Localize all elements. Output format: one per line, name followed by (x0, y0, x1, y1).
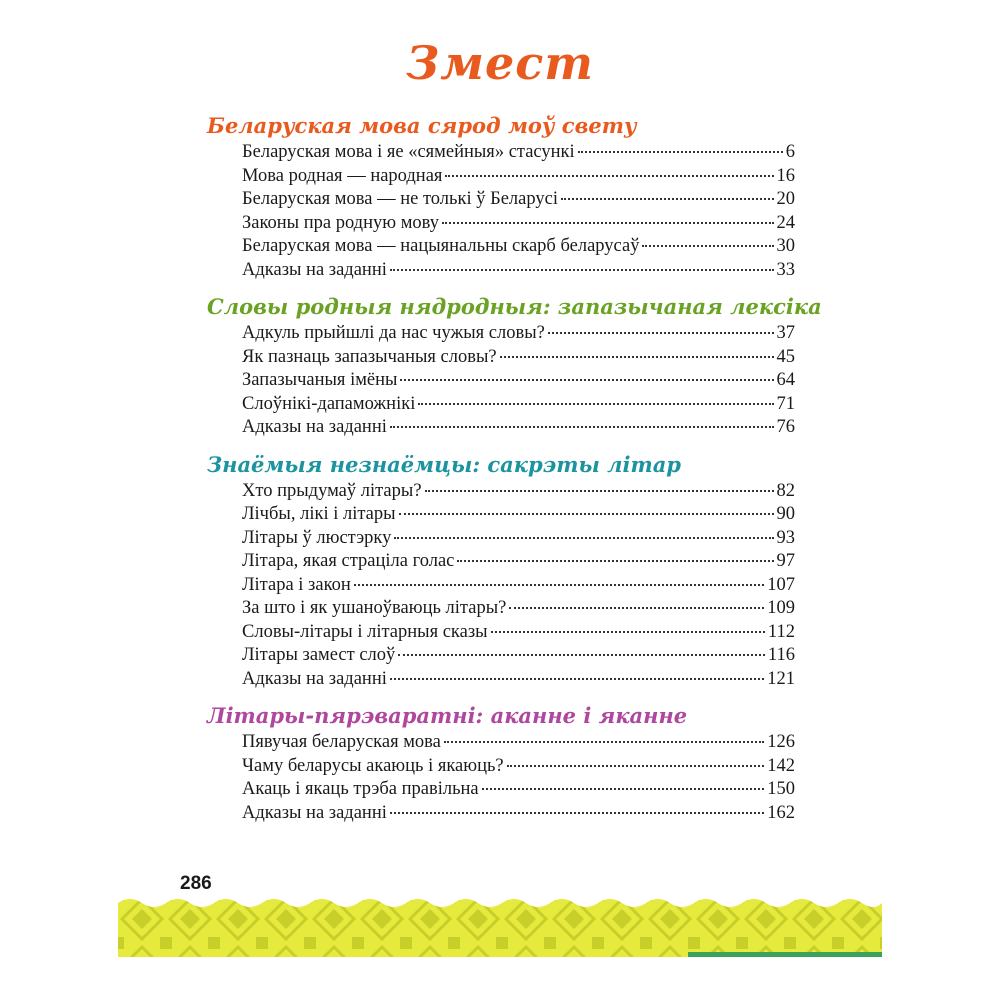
dot-leader (418, 403, 773, 405)
toc-entry-page: 97 (776, 551, 795, 571)
section-entries (207, 732, 795, 826)
section-entries (207, 142, 795, 283)
toc-entry-label: Літары ў люстэрку (242, 527, 392, 548)
toc-entry-label: Мова родная — народная (242, 165, 443, 186)
toc-entry-page: 24 (776, 212, 795, 233)
toc-entry[interactable] (242, 236, 795, 260)
toc-entry-label: Як пазнаць запазычаныя словы? (242, 346, 497, 367)
toc-entry-label: Адказы на заданні (242, 417, 387, 437)
toc-entry-label: За што і як ушаноўваюць літары? (242, 598, 507, 618)
dot-leader (444, 741, 764, 743)
dot-leader (399, 513, 774, 515)
toc-entry-label: Беларуская мова — не толькі ў Беларусі (242, 189, 558, 209)
dot-leader (398, 654, 765, 656)
toc-entry-page: 71 (776, 393, 795, 414)
toc-entry[interactable] (242, 779, 795, 803)
toc-entry-page: 76 (776, 417, 795, 437)
toc-entry-page: 37 (776, 323, 795, 343)
toc-entry-label: Словы-літары і літарныя сказы (242, 621, 488, 642)
toc-entry[interactable] (242, 213, 795, 237)
toc-entry[interactable] (242, 598, 795, 622)
toc-entry-label: Слоўнікі-дапаможнікі (242, 393, 416, 414)
toc-entry-page: 162 (767, 802, 795, 823)
toc-entry-label: Адказы на заданні (242, 259, 387, 280)
toc-entry-label: Пявучая беларуская мова (242, 732, 441, 752)
toc-entry[interactable] (242, 417, 795, 441)
toc-entry[interactable] (242, 756, 795, 780)
table-of-contents (207, 110, 822, 834)
toc-entry-page: 82 (776, 480, 795, 501)
toc-entry-label: Беларуская мова — нацыянальны скарб беларусаў (242, 236, 640, 256)
toc-entry-label: Літара, якая страціла голас (242, 551, 455, 571)
toc-entry-page: 33 (776, 259, 795, 280)
toc-entry[interactable] (242, 504, 795, 528)
toc-entry-label: Законы пра родную мову (242, 212, 440, 233)
toc-entry[interactable] (242, 551, 795, 575)
dot-leader (578, 151, 783, 153)
toc-section (207, 449, 795, 693)
dot-leader (354, 584, 764, 586)
toc-entry[interactable] (242, 528, 795, 552)
dot-leader (442, 222, 773, 224)
toc-entry[interactable] (242, 370, 795, 394)
toc-section (207, 110, 795, 283)
dot-leader (491, 631, 765, 633)
dot-leader (509, 607, 764, 609)
toc-entry[interactable] (242, 575, 795, 599)
toc-entry[interactable] (242, 189, 795, 213)
dot-leader (390, 269, 774, 271)
toc-entry[interactable] (242, 803, 795, 827)
toc-entry-page: 30 (776, 236, 795, 256)
page-number: 286 (180, 873, 212, 894)
toc-entry-label: Беларуская мова і яе «сямейныя» стасункі (242, 142, 575, 162)
dot-leader (400, 379, 773, 381)
toc-entry-label: Літары замест слоў (242, 645, 396, 665)
toc-entry-label: Адкуль прыйшлі да нас чужыя словы? (242, 323, 545, 343)
dot-leader (507, 765, 765, 767)
toc-entry-page: 6 (785, 142, 795, 162)
toc-entry[interactable] (242, 622, 795, 646)
toc-entry-label: Лічбы, лікі і літары (242, 504, 396, 524)
toc-entry[interactable] (242, 166, 795, 190)
dot-leader (548, 332, 774, 334)
toc-entry-page: 109 (767, 598, 795, 618)
toc-entry[interactable] (242, 732, 795, 756)
toc-entry[interactable] (242, 481, 795, 505)
folk-ornament-band (118, 895, 882, 957)
toc-entry[interactable] (242, 260, 795, 284)
toc-entry-page: 93 (776, 527, 795, 548)
section-title: Словы родныя нядродныя: запазычаная лексіка (207, 294, 822, 319)
dot-leader (642, 245, 773, 247)
toc-entry-page: 116 (767, 645, 795, 665)
toc-entry-page: 150 (767, 779, 795, 799)
toc-entry-page: 112 (767, 621, 795, 642)
toc-entry-page: 142 (767, 755, 795, 776)
page-title: Змест (406, 36, 594, 90)
dot-leader (482, 788, 765, 790)
toc-entry[interactable] (242, 669, 795, 693)
section-entries (207, 481, 795, 693)
toc-entry[interactable] (242, 347, 795, 371)
section-title: Літары-пярэваратні: аканне і яканне (207, 703, 688, 728)
toc-entry-label: Запазычаныя імёны (242, 370, 398, 390)
toc-entry-page: 121 (767, 668, 795, 689)
section-title: Беларуская мова сярод моў свету (207, 113, 637, 138)
toc-entry-label: Акаць і якаць трэба правільна (242, 779, 479, 799)
dot-leader (390, 678, 764, 680)
toc-entry-label: Літара і закон (242, 574, 351, 595)
dot-leader (425, 490, 774, 492)
toc-entry-page: 90 (776, 504, 795, 524)
toc-section (207, 291, 822, 441)
toc-entry[interactable] (242, 323, 795, 347)
toc-entry[interactable] (242, 142, 795, 166)
toc-entry[interactable] (242, 394, 795, 418)
toc-entry-label: Чаму беларусы акаюць і якаюць? (242, 755, 504, 776)
dot-leader (390, 426, 774, 428)
toc-entry-label: Хто прыдумаў літары? (242, 480, 422, 501)
dot-leader (445, 175, 773, 177)
section-title: Знаёмыя незнаёмцы: сакрэты літар (207, 451, 681, 477)
toc-entry-label: Адказы на заданні (242, 668, 387, 689)
toc-entry-page: 107 (767, 574, 795, 595)
toc-entry-page: 20 (776, 189, 795, 209)
dot-leader (390, 812, 764, 814)
toc-entry[interactable] (242, 645, 795, 669)
toc-entry-page: 126 (767, 732, 795, 752)
dot-leader (394, 537, 773, 539)
dot-leader (457, 560, 773, 562)
toc-entry-page: 45 (776, 346, 795, 367)
section-entries (207, 323, 795, 441)
dot-leader (561, 198, 774, 200)
toc-entry-label: Адказы на заданні (242, 802, 387, 823)
toc-entry-page: 16 (776, 165, 795, 186)
toc-section (207, 700, 795, 826)
toc-entry-page: 64 (776, 370, 795, 390)
dot-leader (500, 356, 774, 358)
